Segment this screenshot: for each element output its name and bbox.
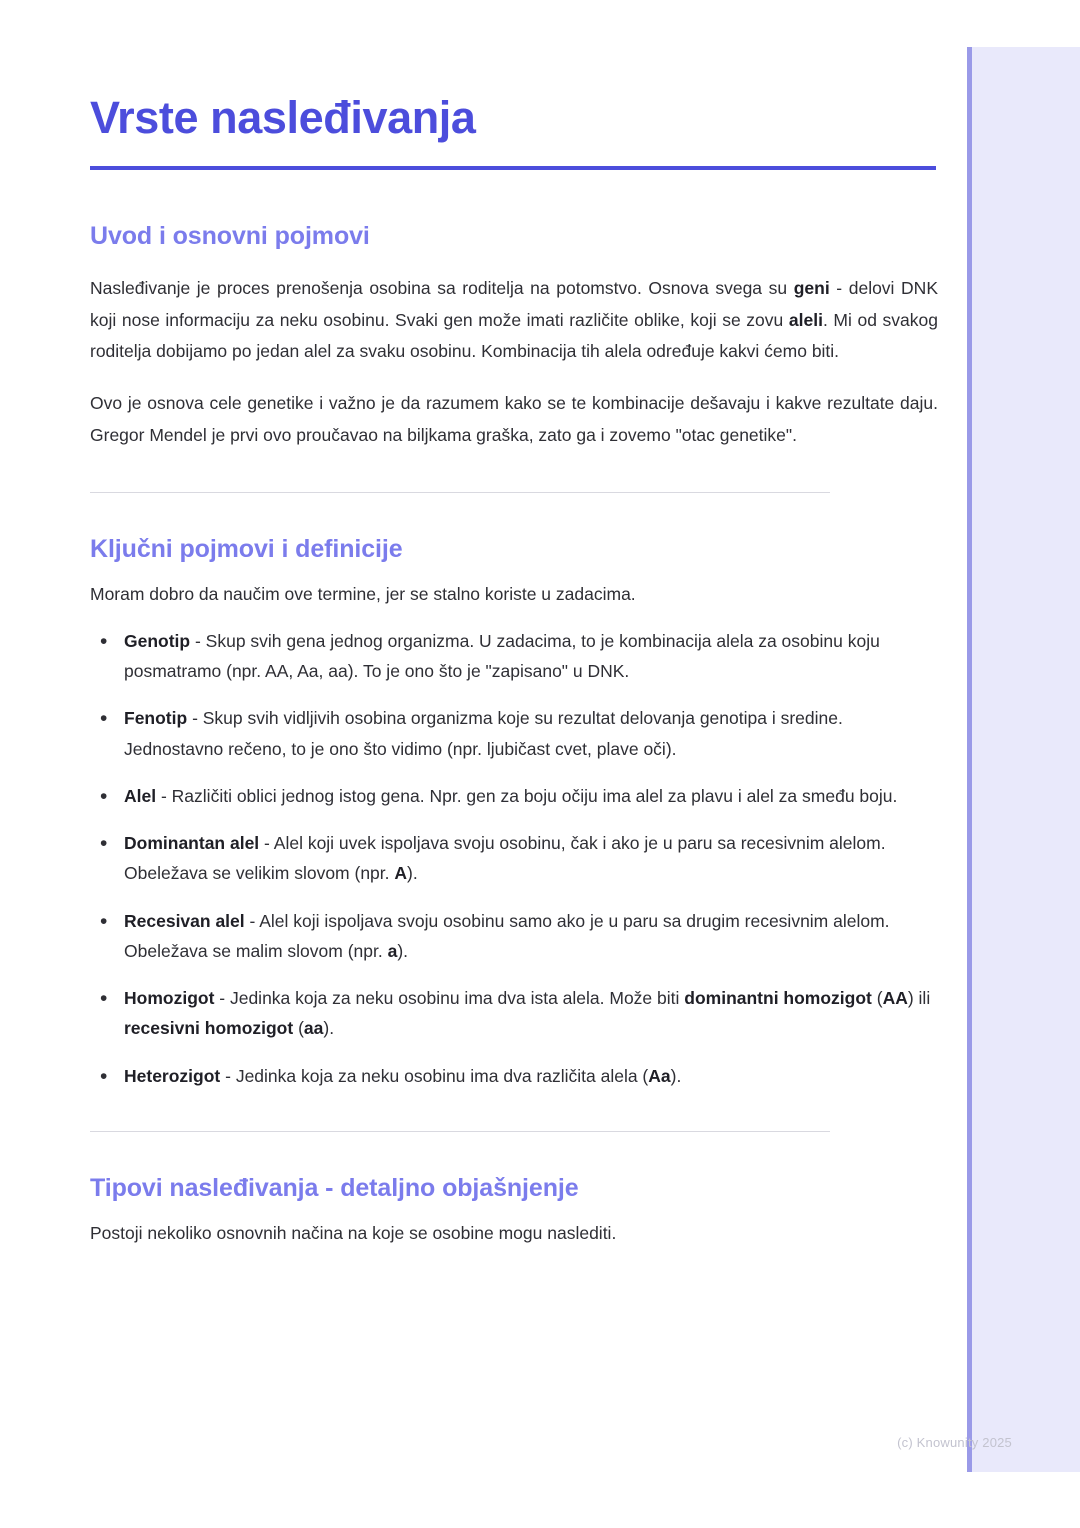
- section-heading-key-terms: Ključni pojmovi i definicije: [90, 534, 403, 563]
- document-content: [90, 0, 938, 1249]
- watermark: (c) Knowunity 2025: [897, 1435, 1012, 1450]
- genotype-Aa: Aa: [648, 1065, 671, 1086]
- term-definition: - Skup svih gena jednog organizma. U zadacima, to je kombinacija alela za osobinu koju posmatramo (npr. AA, Aa, aa). To je ono što je "zapisano" u DNK.: [124, 630, 880, 681]
- term-label: Heterozigot: [124, 1065, 221, 1086]
- section-key-terms: [90, 493, 938, 1091]
- term-dominant-homozygote: dominantni homozigot: [684, 988, 872, 1009]
- term-label: Dominantan alel: [124, 833, 260, 854]
- list-item: [90, 626, 938, 687]
- term-geni: geni: [793, 277, 830, 298]
- list-item: [90, 828, 938, 889]
- term-label: Genotip: [124, 630, 191, 651]
- section-heading-intro: Uvod i osnovni pojmovi: [90, 221, 370, 250]
- section-heading-inheritance-types: Tipovi nasleđivanja - detaljno objašnjenje: [90, 1173, 579, 1202]
- lead-inheritance-types: Postoji nekoliko osnovnih načina na koje se osobine mogu naslediti.: [90, 1222, 617, 1243]
- allele-symbol-recessive: a: [387, 940, 398, 961]
- genotype-AA: AA: [882, 988, 908, 1009]
- section-inheritance-types: [90, 1132, 938, 1249]
- term-label: Fenotip: [124, 708, 188, 729]
- term-label: Homozigot: [124, 988, 215, 1009]
- term-label: Alel: [124, 785, 157, 806]
- term-recessive-homozygote: recesivni homozigot: [124, 1018, 294, 1039]
- term-aleli: aleli: [788, 309, 823, 330]
- section-intro: [90, 170, 938, 452]
- genotype-aa: aa: [303, 1018, 324, 1039]
- right-margin-strip: [972, 47, 1080, 1472]
- allele-symbol-dominant: A: [394, 863, 408, 884]
- list-item: [90, 906, 938, 967]
- right-margin-accent-line: [967, 47, 972, 1472]
- term-definition: - Alel koji ispoljava svoju osobinu samo ako je u paru sa drugim recesivnim alelom. Obeležava se malim slovom (npr. a).: [124, 910, 890, 961]
- term-definition: - Jedinka koja za neku osobinu ima dva različita alela (Aa).: [225, 1065, 682, 1086]
- terms-list: [90, 610, 938, 1091]
- paragraph-intro-1: Nasleđivanje je proces prenošenja osobina sa roditelja na potomstvo. Osnova svega su geni - delovi DNK koji nose informaciju za neku osobinu. Svaki gen može imati različite oblike, koji se zovu aleli. Mi od svakog roditelja dobijamo po jedan alel za svaku osobinu. Kombinacija tih alela određuje kakvi ćemo biti.: [90, 277, 939, 362]
- term-definition: - Jedinka koja za neku osobinu ima dva ista alela. Može biti dominantni homozigot (AA) ili recesivni homozigot (aa).: [124, 988, 931, 1039]
- page-title: Vrste nasleđivanja: [90, 92, 476, 143]
- paragraph-intro-2: Ovo je osnova cele genetike i važno je da razumem kako se te kombinacije dešavaju i kakve rezultate daju. Gregor Mendel je prvi ovo proučavao na biljkama graška, zato ga i zovemo "otac genetike".: [90, 393, 938, 446]
- list-item: [90, 703, 938, 764]
- term-label: Recesivan alel: [124, 910, 245, 931]
- term-definition: - Različiti oblici jednog istog gena. Npr. gen za boju očiju ima alel za plavu i alel za smeđu boju.: [160, 785, 898, 806]
- lead-key-terms: Moram dobro da naučim ove termine, jer se stalno koriste u zadacima.: [90, 583, 636, 604]
- term-definition: - Alel koji uvek ispoljava svoju osobinu, čak i ako je u paru sa recesivnim alelom. Obeležava se velikim slovom (npr. A).: [124, 833, 886, 884]
- list-item: [90, 781, 938, 811]
- list-item: [90, 1061, 938, 1091]
- term-definition: - Skup svih vidljivih osobina organizma koje su rezultat delovanja genotipa i sredine. Jednostavno rečeno, to je ono što vidimo (npr. ljubičast cvet, plave oči).: [124, 708, 843, 759]
- list-item: [90, 983, 938, 1044]
